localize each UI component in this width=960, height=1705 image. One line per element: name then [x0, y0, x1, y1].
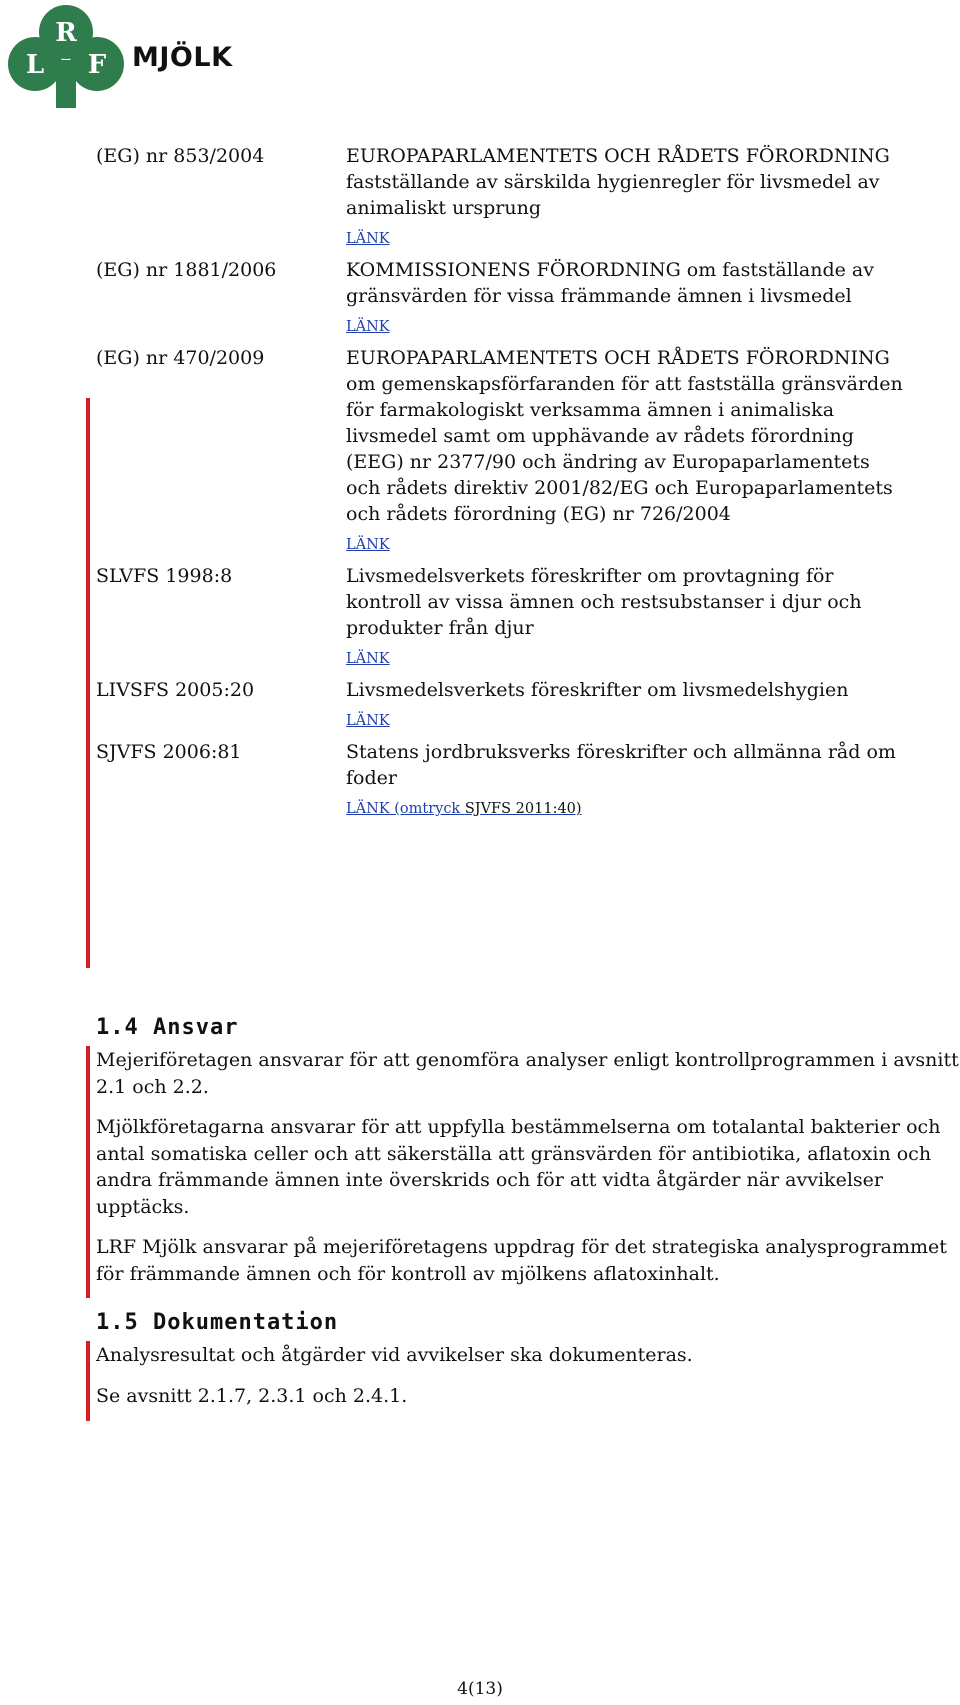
reference-link[interactable] [346, 317, 906, 337]
reference-item [0, 345, 960, 555]
reference-item [0, 143, 960, 249]
reference-code: SJVFS 2006:81 [96, 741, 242, 763]
section-body-ansvar [96, 1047, 960, 1301]
paragraph: Se avsnitt 2.1.7, 2.3.1 och 2.4.1. [96, 1384, 408, 1407]
reference-link[interactable] [346, 711, 906, 731]
paragraph: LRF Mjölk ansvarar på mejeriföretagens uppdrag för det strategiska analysprogrammet för främmande ämnen och för kontroll av mjölkens aflatoxinhalt. [96, 1236, 947, 1285]
reference-link-suffix: SJVFS 2011:40) [464, 801, 582, 817]
logo-letter-r: R [55, 18, 77, 48]
reference-item [0, 257, 960, 337]
reference-link-text[interactable]: LÄNK [346, 319, 390, 335]
section-heading-ansvar: 1.4 Ansvar [96, 1015, 239, 1040]
brand-text: MJÖLK [132, 42, 233, 73]
section-heading-dokumentation: 1.5 Dokumentation [96, 1310, 339, 1335]
reference-link-text[interactable]: LÄNK [346, 537, 390, 553]
reference-item [0, 677, 960, 731]
revision-bar [86, 398, 90, 968]
reference-item [0, 739, 960, 819]
reference-description: Livsmedelsverkets föreskrifter om provtagning för kontroll av vissa ämnen och restsubstanser i djur och produkter från djur [346, 565, 862, 639]
logo-letter-l: L [25, 50, 45, 80]
paragraph: Mjölkföretagarna ansvarar för att uppfylla bestämmelserna om totalantal bakterier och antal somatiska celler och att säkerställa att gränsvärden för antibiotika, aflatoxin och andra främmande ämnen inte överskrids och för att vidta åtgärder när avvikelser upptäcks. [96, 1116, 941, 1218]
reference-list [0, 143, 960, 827]
reference-link[interactable] [346, 799, 906, 819]
reference-link-text[interactable]: LÄNK (omtryck [346, 801, 465, 817]
paragraph: Mejeriföretagen ansvarar för att genomföra analyser enligt kontrollprogrammen i avsnitt 2.1 och 2.2. [96, 1049, 959, 1098]
revision-bar [86, 1046, 90, 1298]
reference-item [0, 563, 960, 669]
reference-code: (EG) nr 1881/2006 [96, 259, 277, 281]
reference-link-text[interactable]: LÄNK [346, 713, 390, 729]
reference-link-text[interactable]: LÄNK [346, 231, 390, 247]
logo-letter-f: F [87, 50, 107, 80]
reference-description: EUROPAPARLAMENTETS OCH RÅDETS FÖRORDNING om gemenskapsförfaranden för att fastställa gränsvärden för farmakologiskt verksamma ämnen i animaliska livsmedel samt om upphävande av rådets förordning (EEG) nr 2377/90 och ändring av Europaparlamentets och rådets direktiv 2001/82/EG och Europaparlamentets och rådets förordning (EG) nr 726/2004 [346, 347, 903, 525]
reference-code: LIVSFS 2005:20 [96, 679, 255, 701]
page-number: 4(13) [457, 1679, 503, 1699]
reference-code: (EG) nr 853/2004 [96, 145, 265, 167]
reference-link[interactable] [346, 649, 906, 669]
reference-link[interactable] [346, 229, 906, 249]
reference-description: EUROPAPARLAMENTETS OCH RÅDETS FÖRORDNING fastställande av särskilda hygienregler för livsmedel av animaliskt ursprung [346, 145, 890, 219]
reference-code: SLVFS 1998:8 [96, 565, 233, 587]
revision-bar [86, 1341, 90, 1421]
reference-description: Livsmedelsverkets föreskrifter om livsmedelshygien [346, 679, 849, 701]
reference-link[interactable] [346, 535, 906, 555]
reference-description: Statens jordbruksverks föreskrifter och allmänna råd om foder [346, 741, 896, 789]
section-body-dokumentation [96, 1342, 960, 1423]
reference-code: (EG) nr 470/2009 [96, 347, 265, 369]
paragraph: Analysresultat och åtgärder vid avvikelser ska dokumenteras. [96, 1344, 693, 1366]
reference-description: KOMMISSIONENS FÖRORDNING om fastställande av gränsvärden för vissa främmande ämnen i livsmedel [346, 259, 874, 307]
reference-link-text[interactable]: LÄNK [346, 651, 390, 667]
